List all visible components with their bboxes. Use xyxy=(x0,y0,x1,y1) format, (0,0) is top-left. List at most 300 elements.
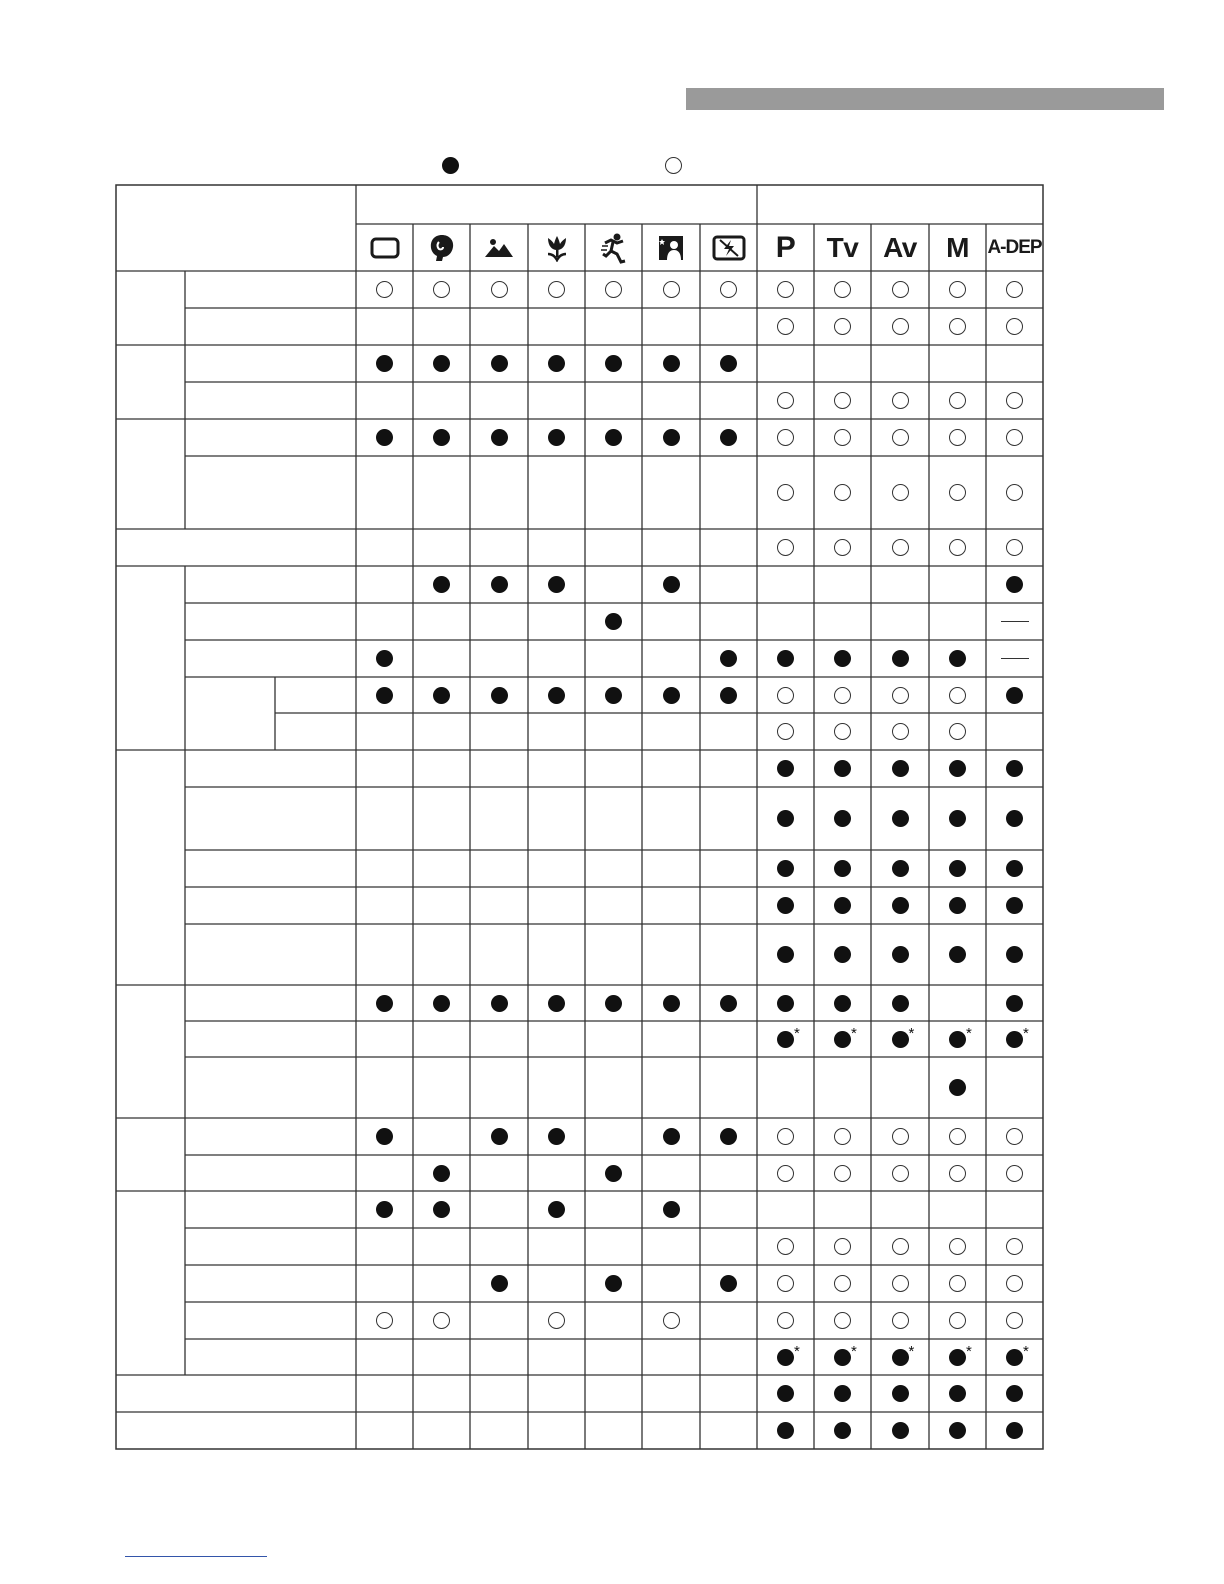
table-cell xyxy=(528,271,585,308)
table-cell xyxy=(700,1118,757,1155)
filled-circle-icon xyxy=(834,897,851,914)
filled-circle-icon xyxy=(949,650,966,667)
night-portrait-icon xyxy=(642,224,700,271)
open-circle-icon xyxy=(834,484,851,501)
table-cell xyxy=(757,787,814,850)
filled-circle-icon xyxy=(834,1422,851,1439)
table-cell xyxy=(871,529,929,566)
table-cell xyxy=(986,603,1043,640)
table-cell xyxy=(814,1302,871,1339)
table-cell xyxy=(585,1265,642,1302)
table-cell xyxy=(814,308,871,345)
filled-circle-icon xyxy=(433,576,450,593)
filled-circle-icon xyxy=(949,1385,966,1402)
table-cell xyxy=(757,640,814,677)
open-circle-icon xyxy=(1006,1275,1023,1292)
table-cell xyxy=(814,713,871,750)
open-circle-icon xyxy=(777,484,794,501)
open-circle-icon xyxy=(949,281,966,298)
open-circle-icon xyxy=(949,1312,966,1329)
filled-circle-icon xyxy=(605,613,622,630)
open-circle-icon xyxy=(777,1238,794,1255)
filled-circle-icon xyxy=(892,897,909,914)
filled-circle-icon xyxy=(548,687,565,704)
table-cell xyxy=(871,419,929,456)
open-circle-icon xyxy=(1006,1238,1023,1255)
filled-circle-icon xyxy=(949,1422,966,1439)
table-cell xyxy=(929,1228,986,1265)
table-cell xyxy=(585,345,642,382)
filled-circle-icon xyxy=(834,1349,851,1366)
filled-circle-icon xyxy=(777,760,794,777)
table-cell xyxy=(585,1155,642,1191)
filled-circle-icon xyxy=(1006,860,1023,877)
table-cell xyxy=(929,271,986,308)
not-applicable-dash xyxy=(1001,658,1029,659)
filled-circle-icon xyxy=(892,946,909,963)
table-cell xyxy=(528,1118,585,1155)
table-cell xyxy=(986,1228,1043,1265)
table-cell xyxy=(757,1265,814,1302)
table-cell xyxy=(413,345,470,382)
filled-circle-icon xyxy=(605,355,622,372)
table-cell xyxy=(470,419,528,456)
filled-circle-icon xyxy=(949,897,966,914)
table-cell xyxy=(986,529,1043,566)
filled-circle-icon xyxy=(376,650,393,667)
legend-filled-circle-icon xyxy=(442,157,459,174)
open-circle-icon xyxy=(777,392,794,409)
table-cell xyxy=(986,382,1043,419)
table-cell xyxy=(986,640,1043,677)
table-cell xyxy=(814,1021,871,1057)
filled-circle-icon xyxy=(834,1385,851,1402)
open-circle-icon xyxy=(1006,429,1023,446)
open-circle-icon xyxy=(834,687,851,704)
table-cell xyxy=(757,1339,814,1375)
open-circle-icon xyxy=(491,281,508,298)
table-cell xyxy=(642,985,700,1021)
filled-circle-icon xyxy=(433,429,450,446)
open-circle-icon xyxy=(892,1275,909,1292)
table-cell xyxy=(814,640,871,677)
table-cell xyxy=(986,677,1043,713)
mode-tv-text: Tv xyxy=(826,231,859,263)
open-circle-icon xyxy=(892,539,909,556)
table-cell xyxy=(871,456,929,529)
table-cell xyxy=(814,1375,871,1412)
filled-circle-icon xyxy=(376,1201,393,1218)
open-circle-icon xyxy=(892,723,909,740)
filled-circle-icon xyxy=(491,576,508,593)
filled-circle-icon xyxy=(777,650,794,667)
table-cell xyxy=(929,1339,986,1375)
open-circle-icon xyxy=(949,1165,966,1182)
table-cell xyxy=(929,1265,986,1302)
table-cell xyxy=(757,529,814,566)
open-circle-icon xyxy=(777,1275,794,1292)
table-cell xyxy=(528,1191,585,1228)
filled-circle-icon xyxy=(663,1201,680,1218)
filled-circle-icon xyxy=(949,1031,966,1048)
table-cell xyxy=(413,985,470,1021)
table-cell xyxy=(986,1302,1043,1339)
open-circle-icon xyxy=(1006,1165,1023,1182)
table-cell xyxy=(929,1155,986,1191)
table-cell xyxy=(929,713,986,750)
table-cell xyxy=(871,1155,929,1191)
filled-circle-icon xyxy=(949,810,966,827)
filled-circle-icon xyxy=(777,1031,794,1048)
table-cell xyxy=(528,985,585,1021)
filled-circle-icon xyxy=(834,995,851,1012)
table-cell xyxy=(814,271,871,308)
table-cell xyxy=(757,271,814,308)
table-cell xyxy=(356,345,413,382)
filled-circle-icon xyxy=(834,760,851,777)
open-circle-icon xyxy=(834,1312,851,1329)
filled-circle-icon xyxy=(892,650,909,667)
filled-circle-icon xyxy=(1006,576,1023,593)
table-cell xyxy=(757,419,814,456)
filled-circle-icon xyxy=(892,860,909,877)
mode-av-label xyxy=(871,224,929,271)
table-cell xyxy=(871,640,929,677)
table-cell xyxy=(700,640,757,677)
filled-circle-icon xyxy=(1006,1031,1023,1048)
open-circle-icon xyxy=(777,1128,794,1145)
filled-circle-icon xyxy=(1006,687,1023,704)
table-cell xyxy=(814,677,871,713)
filled-circle-icon xyxy=(433,355,450,372)
open-circle-icon xyxy=(949,539,966,556)
filled-circle-icon xyxy=(777,1385,794,1402)
filled-circle-icon xyxy=(548,429,565,446)
table-cell xyxy=(757,1302,814,1339)
open-circle-icon xyxy=(376,281,393,298)
filled-circle-icon xyxy=(663,355,680,372)
filled-circle-icon xyxy=(663,995,680,1012)
mode-adep-label xyxy=(986,224,1043,271)
open-circle-icon xyxy=(949,429,966,446)
table-cell xyxy=(470,1265,528,1302)
filled-circle-icon xyxy=(548,995,565,1012)
filled-circle-icon xyxy=(433,995,450,1012)
table-cell xyxy=(929,456,986,529)
table-cell xyxy=(986,1155,1043,1191)
table-cell xyxy=(757,456,814,529)
table-cell xyxy=(986,566,1043,603)
open-circle-icon xyxy=(777,1165,794,1182)
open-circle-icon xyxy=(777,318,794,335)
filled-circle-icon xyxy=(548,1128,565,1145)
filled-circle-icon xyxy=(663,687,680,704)
filled-circle-icon xyxy=(605,429,622,446)
table-cell xyxy=(700,1265,757,1302)
table-cell xyxy=(356,419,413,456)
filled-circle-icon xyxy=(548,576,565,593)
open-circle-icon xyxy=(892,1238,909,1255)
filled-circle-icon xyxy=(720,1128,737,1145)
filled-circle-icon xyxy=(491,995,508,1012)
filled-circle-icon xyxy=(1006,760,1023,777)
table-cell xyxy=(929,787,986,850)
table-cell xyxy=(871,1265,929,1302)
open-circle-icon xyxy=(834,539,851,556)
table-cell xyxy=(929,1375,986,1412)
filled-circle-icon xyxy=(491,429,508,446)
open-circle-icon xyxy=(1006,1128,1023,1145)
open-circle-icon xyxy=(892,281,909,298)
table-cell xyxy=(585,677,642,713)
table-cell xyxy=(814,1265,871,1302)
table-cell xyxy=(871,750,929,787)
table-cell xyxy=(814,924,871,985)
filled-circle-icon xyxy=(720,429,737,446)
table-cell xyxy=(986,887,1043,924)
table-cell xyxy=(757,308,814,345)
table-cell xyxy=(986,419,1043,456)
sports-icon xyxy=(585,224,642,271)
table-cell xyxy=(929,750,986,787)
table-cell xyxy=(871,1375,929,1412)
filled-circle-icon xyxy=(720,355,737,372)
open-circle-icon xyxy=(834,318,851,335)
filled-circle-icon xyxy=(605,995,622,1012)
table-cell xyxy=(413,566,470,603)
filled-circle-icon xyxy=(777,1349,794,1366)
full-auto-icon xyxy=(356,224,413,271)
table-cell xyxy=(470,677,528,713)
table-cell xyxy=(528,345,585,382)
table-cell xyxy=(528,566,585,603)
open-circle-icon xyxy=(949,484,966,501)
table-cell xyxy=(700,419,757,456)
table-cell xyxy=(871,382,929,419)
filled-circle-icon xyxy=(605,1275,622,1292)
table-cell xyxy=(929,382,986,419)
open-circle-icon xyxy=(433,1312,450,1329)
table-cell xyxy=(642,677,700,713)
table-cell xyxy=(929,1302,986,1339)
table-cell xyxy=(814,985,871,1021)
table-cell xyxy=(929,1057,986,1118)
table-cell xyxy=(413,1302,470,1339)
filled-circle-icon xyxy=(1006,995,1023,1012)
table-cell xyxy=(929,850,986,887)
table-cell xyxy=(356,985,413,1021)
table-cell xyxy=(871,1412,929,1449)
open-circle-icon xyxy=(834,1128,851,1145)
open-circle-icon xyxy=(892,484,909,501)
table-cell xyxy=(757,713,814,750)
open-circle-icon xyxy=(1006,1312,1023,1329)
table-cell xyxy=(356,1191,413,1228)
filled-circle-icon xyxy=(720,995,737,1012)
filled-circle-icon xyxy=(720,650,737,667)
table-cell xyxy=(413,677,470,713)
filled-circle-icon xyxy=(949,946,966,963)
filled-circle-icon xyxy=(433,687,450,704)
table-cell xyxy=(642,1302,700,1339)
filled-circle-icon xyxy=(1006,1385,1023,1402)
open-circle-icon xyxy=(949,392,966,409)
open-circle-icon xyxy=(892,392,909,409)
table-cell xyxy=(929,677,986,713)
table-cell xyxy=(470,566,528,603)
filled-circle-icon xyxy=(1006,1422,1023,1439)
table-cell xyxy=(814,850,871,887)
filled-circle-icon xyxy=(949,860,966,877)
table-cell xyxy=(700,985,757,1021)
filled-circle-icon xyxy=(892,1349,909,1366)
table-cell xyxy=(642,419,700,456)
table-cell xyxy=(757,750,814,787)
open-circle-icon xyxy=(892,318,909,335)
footer-link-underline[interactable] xyxy=(125,1556,267,1557)
filled-circle-icon xyxy=(376,995,393,1012)
open-circle-icon xyxy=(949,1128,966,1145)
table-cell xyxy=(986,1118,1043,1155)
open-circle-icon xyxy=(834,723,851,740)
filled-circle-icon xyxy=(548,1201,565,1218)
table-cell xyxy=(871,308,929,345)
open-circle-icon xyxy=(892,1165,909,1182)
table-cell xyxy=(700,345,757,382)
open-circle-icon xyxy=(777,281,794,298)
open-circle-icon xyxy=(949,318,966,335)
table-cell xyxy=(814,1118,871,1155)
table-cell xyxy=(757,1375,814,1412)
mode-tv-label xyxy=(814,224,871,271)
table-cell xyxy=(986,1412,1043,1449)
table-cell xyxy=(871,1118,929,1155)
filled-circle-icon xyxy=(834,1031,851,1048)
table-cell xyxy=(986,850,1043,887)
filled-circle-icon xyxy=(1006,946,1023,963)
open-circle-icon xyxy=(777,429,794,446)
table-cell xyxy=(470,985,528,1021)
table-cell xyxy=(986,456,1043,529)
filled-circle-icon xyxy=(720,1275,737,1292)
filled-circle-icon xyxy=(491,355,508,372)
filled-circle-icon xyxy=(376,687,393,704)
table-cell xyxy=(986,271,1043,308)
open-circle-icon xyxy=(663,1312,680,1329)
open-circle-icon xyxy=(949,1275,966,1292)
open-circle-icon xyxy=(834,1275,851,1292)
mode-p-label xyxy=(757,224,814,271)
open-circle-icon xyxy=(949,1238,966,1255)
filled-circle-icon xyxy=(892,1385,909,1402)
mode-adep-text: A-DEP xyxy=(987,236,1042,258)
table-cell xyxy=(986,1339,1043,1375)
table-cell xyxy=(757,850,814,887)
table-cell xyxy=(871,713,929,750)
table-cell xyxy=(413,419,470,456)
filled-circle-icon xyxy=(491,687,508,704)
table-cell xyxy=(986,1375,1043,1412)
filled-circle-icon xyxy=(949,1079,966,1096)
open-circle-icon xyxy=(949,723,966,740)
filled-circle-icon xyxy=(491,1128,508,1145)
open-circle-icon xyxy=(548,281,565,298)
open-circle-icon xyxy=(1006,281,1023,298)
table-cell xyxy=(642,1191,700,1228)
filled-circle-icon xyxy=(548,355,565,372)
filled-circle-icon xyxy=(949,1349,966,1366)
filled-circle-icon xyxy=(892,995,909,1012)
legend-open-circle-icon xyxy=(665,157,682,174)
filled-circle-icon xyxy=(834,860,851,877)
portrait-icon xyxy=(413,224,470,271)
open-circle-icon xyxy=(777,723,794,740)
filled-circle-icon xyxy=(777,1422,794,1439)
filled-circle-icon xyxy=(892,810,909,827)
table-cell xyxy=(470,345,528,382)
filled-circle-icon xyxy=(892,760,909,777)
table-cell xyxy=(814,1412,871,1449)
table-cell xyxy=(757,985,814,1021)
filled-circle-icon xyxy=(663,429,680,446)
mode-m-label xyxy=(929,224,986,271)
table-cell xyxy=(585,419,642,456)
table-cell xyxy=(929,887,986,924)
open-circle-icon xyxy=(433,281,450,298)
filled-circle-icon xyxy=(1006,1349,1023,1366)
filled-circle-icon xyxy=(777,946,794,963)
open-circle-icon xyxy=(892,429,909,446)
open-circle-icon xyxy=(777,687,794,704)
table-cell xyxy=(929,640,986,677)
table-cell xyxy=(757,382,814,419)
open-circle-icon xyxy=(1006,484,1023,501)
table-cell xyxy=(757,677,814,713)
filled-circle-icon xyxy=(777,810,794,827)
table-cell xyxy=(929,924,986,985)
open-circle-icon xyxy=(720,281,737,298)
table-cell xyxy=(814,1155,871,1191)
table-cell xyxy=(585,603,642,640)
filled-circle-icon xyxy=(663,1128,680,1145)
table-cell xyxy=(929,1412,986,1449)
table-cell xyxy=(814,1339,871,1375)
open-circle-icon xyxy=(1006,539,1023,556)
table-cell xyxy=(356,677,413,713)
filled-circle-icon xyxy=(605,687,622,704)
close-up-icon xyxy=(528,224,585,271)
table-cell xyxy=(986,1021,1043,1057)
open-circle-icon xyxy=(777,1312,794,1329)
table-cell xyxy=(528,1302,585,1339)
table-cell xyxy=(814,529,871,566)
filled-circle-icon xyxy=(777,860,794,877)
table-cell xyxy=(356,1118,413,1155)
table-cell xyxy=(871,985,929,1021)
section-header-bar xyxy=(686,88,1164,110)
open-circle-icon xyxy=(605,281,622,298)
table-cell xyxy=(757,1412,814,1449)
table-cell xyxy=(814,382,871,419)
open-circle-icon xyxy=(834,1165,851,1182)
table-cell xyxy=(700,677,757,713)
open-circle-icon xyxy=(376,1312,393,1329)
table-cell xyxy=(929,308,986,345)
table-cell xyxy=(356,640,413,677)
open-circle-icon xyxy=(1006,392,1023,409)
open-circle-icon xyxy=(548,1312,565,1329)
filled-circle-icon xyxy=(834,946,851,963)
